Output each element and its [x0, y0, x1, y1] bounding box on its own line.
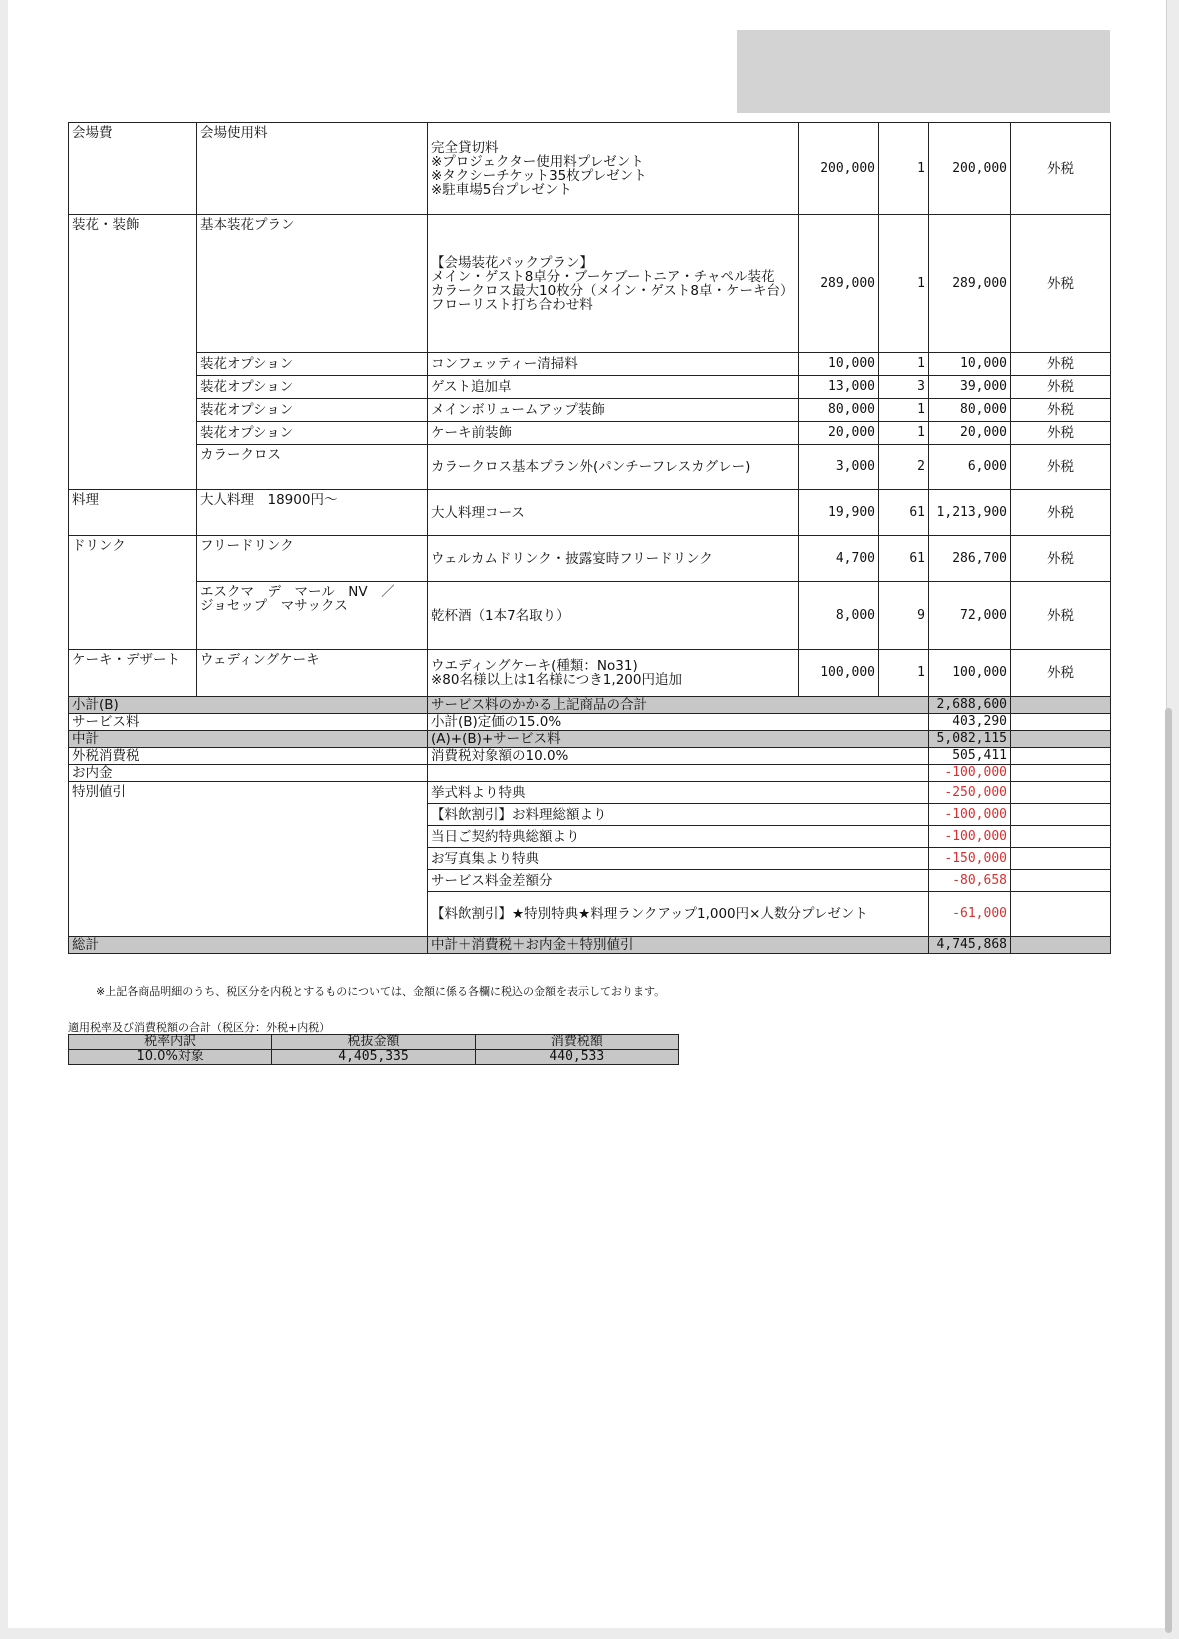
amount-cell: 286,700	[929, 536, 1011, 582]
summary-label: 総計	[69, 937, 428, 954]
line-item-row	[69, 376, 1111, 399]
summary-label: 小計(B)	[69, 697, 428, 714]
item-cell: 大人料理 18900円～	[197, 490, 428, 536]
redacted-block	[737, 30, 1110, 113]
summary-amount: -100,000	[929, 765, 1011, 782]
item-cell: 装花オプション	[197, 353, 428, 376]
blank-cell	[1011, 714, 1111, 731]
category-cell: ドリンク	[69, 536, 197, 650]
amount-cell: 200,000	[929, 123, 1011, 215]
discount-amount: -250,000	[929, 782, 1011, 804]
description-cell: 【会場装花パックプラン】 メイン・ゲスト8卓分・ブーケブートニア・チャペル装花 カラークロス最大10枚分（メイン・ゲスト8卓・ケーキ台） フローリスト打ち合わせ料	[428, 215, 799, 353]
amount-cell: 39,000	[929, 376, 1011, 399]
unit-price-cell: 4,700	[799, 536, 879, 582]
tax-note: ※上記各商品明細のうち、税区分を内税とするものについては、金額に係る各欄に税込の金額を表示しております。	[96, 985, 666, 998]
tax-row	[69, 748, 1111, 765]
blank-cell	[1011, 892, 1111, 937]
line-item-row	[69, 536, 1111, 582]
summary-desc: 小計(B)定価の15.0%	[428, 714, 929, 731]
amount-cell: 289,000	[929, 215, 1011, 353]
category-cell: ケーキ・デザート	[69, 650, 197, 697]
item-cell: 装花オプション	[197, 399, 428, 422]
blank-cell	[1011, 782, 1111, 804]
discount-desc: 【料飲割引】★特別特典★料理ランクアップ1,000円×人数分プレゼント	[428, 892, 929, 937]
quantity-cell: 1	[879, 353, 929, 376]
discount-desc: 挙式料より特典	[428, 782, 929, 804]
estimate-table	[68, 122, 1111, 954]
quantity-cell: 1	[879, 422, 929, 445]
category-cell: 料理	[69, 490, 197, 536]
blank-cell	[1011, 870, 1111, 892]
line-item-row	[69, 399, 1111, 422]
description-cell: ケーキ前装飾	[428, 422, 799, 445]
summary-desc: (A)+(B)+サービス料	[428, 731, 929, 748]
tax-summary-table	[68, 1034, 679, 1065]
scrollbar[interactable]	[1165, 708, 1172, 1633]
blank-cell	[1011, 697, 1111, 714]
unit-price-cell: 100,000	[799, 650, 879, 697]
description-cell: ウェルカムドリンク・披露宴時フリードリンク	[428, 536, 799, 582]
unit-price-cell: 200,000	[799, 123, 879, 215]
amount-cell: 80,000	[929, 399, 1011, 422]
summary-desc: 中計＋消費税＋お内金＋特別値引	[428, 937, 929, 954]
discount-desc: 当日ご契約特典総額より	[428, 826, 929, 848]
tax-summary-header: 税率内訳	[69, 1035, 272, 1050]
line-item-row	[69, 353, 1111, 376]
unit-price-cell: 20,000	[799, 422, 879, 445]
item-cell: エスクマ デ マール NV ／ ジョセップ マサックス	[197, 582, 428, 650]
line-item-row	[69, 445, 1111, 490]
discount-desc: お写真集より特典	[428, 848, 929, 870]
tax-type-cell: 外税	[1011, 376, 1111, 399]
tax-type-cell: 外税	[1011, 536, 1111, 582]
discount-desc: 【料飲割引】お料理総額より	[428, 804, 929, 826]
quantity-cell: 9	[879, 582, 929, 650]
line-item-row	[69, 215, 1111, 353]
blank-cell	[1011, 748, 1111, 765]
subtotal-b-row	[69, 697, 1111, 714]
tax-type-cell: 外税	[1011, 650, 1111, 697]
description-cell: 乾杯酒（1本7名取り）	[428, 582, 799, 650]
summary-amount: 5,082,115	[929, 731, 1011, 748]
unit-price-cell: 19,900	[799, 490, 879, 536]
line-item-row	[69, 490, 1111, 536]
summary-amount: 2,688,600	[929, 697, 1011, 714]
grand-total-row	[69, 937, 1111, 954]
quantity-cell: 1	[879, 399, 929, 422]
discount-amount: -100,000	[929, 826, 1011, 848]
quantity-cell: 61	[879, 536, 929, 582]
midtotal-row	[69, 731, 1111, 748]
tax-summary-header: 税抜金額	[272, 1035, 475, 1050]
category-cell: 装花・装飾	[69, 215, 197, 490]
unit-price-cell: 10,000	[799, 353, 879, 376]
blank-cell	[1011, 826, 1111, 848]
tax-type-cell: 外税	[1011, 582, 1111, 650]
line-item-row	[69, 650, 1111, 697]
unit-price-cell: 80,000	[799, 399, 879, 422]
item-cell: 装花オプション	[197, 422, 428, 445]
item-cell: フリードリンク	[197, 536, 428, 582]
description-cell: カラークロス基本プラン外(パンチーフレスカグレー)	[428, 445, 799, 490]
tax-type-cell: 外税	[1011, 215, 1111, 353]
tax-summary-header: 消費税額	[475, 1035, 678, 1050]
quantity-cell: 1	[879, 215, 929, 353]
tax-type-cell: 外税	[1011, 353, 1111, 376]
discount-label: 特別値引	[69, 782, 428, 937]
summary-amount: 505,411	[929, 748, 1011, 765]
blank-cell	[1011, 804, 1111, 826]
consumption-tax-cell: 440,533	[475, 1050, 678, 1065]
item-cell: カラークロス	[197, 445, 428, 490]
pre-tax-amount-cell: 4,405,335	[272, 1050, 475, 1065]
description-cell: ウエディングケーキ(種類：No31) ※80名様以上は1名様につき1,200円追加	[428, 650, 799, 697]
quantity-cell: 1	[879, 123, 929, 215]
deposit-row	[69, 765, 1111, 782]
amount-cell: 10,000	[929, 353, 1011, 376]
item-cell: 装花オプション	[197, 376, 428, 399]
item-cell: 会場使用料	[197, 123, 428, 215]
amount-cell: 72,000	[929, 582, 1011, 650]
discount-desc: サービス料金差額分	[428, 870, 929, 892]
discount-amount: -150,000	[929, 848, 1011, 870]
unit-price-cell: 3,000	[799, 445, 879, 490]
line-item-row	[69, 422, 1111, 445]
category-cell: 会場費	[69, 123, 197, 215]
discount-amount: -61,000	[929, 892, 1011, 937]
summary-desc: 消費税対象額の10.0%	[428, 748, 929, 765]
tax-summary-title: 適用税率及び消費税額の合計（税区分：外税+内税）	[68, 1021, 331, 1034]
item-cell: ウェディングケーキ	[197, 650, 428, 697]
discount-amount: -100,000	[929, 804, 1011, 826]
description-cell: 完全貸切料 ※プロジェクター使用料プレゼント ※タクシーチケット35枚プレゼント ※駐車場5台プレゼント	[428, 123, 799, 215]
description-cell: ゲスト追加卓	[428, 376, 799, 399]
amount-cell: 100,000	[929, 650, 1011, 697]
amount-cell: 6,000	[929, 445, 1011, 490]
tax-rate-cell: 10.0%対象	[69, 1050, 272, 1065]
service-row	[69, 714, 1111, 731]
summary-label: 外税消費税	[69, 748, 428, 765]
summary-amount: 403,290	[929, 714, 1011, 731]
summary-desc: サービス料のかかる上記商品の合計	[428, 697, 929, 714]
tax-type-cell: 外税	[1011, 422, 1111, 445]
description-cell: コンフェッティー清掃料	[428, 353, 799, 376]
unit-price-cell: 8,000	[799, 582, 879, 650]
summary-label: 中計	[69, 731, 428, 748]
item-cell: 基本装花プラン	[197, 215, 428, 353]
tax-type-cell: 外税	[1011, 123, 1111, 215]
blank-cell	[1011, 765, 1111, 782]
quantity-cell: 1	[879, 650, 929, 697]
unit-price-cell: 289,000	[799, 215, 879, 353]
line-item-row	[69, 582, 1111, 650]
description-cell: メインボリュームアップ装飾	[428, 399, 799, 422]
blank-cell	[1011, 937, 1111, 954]
tax-type-cell: 外税	[1011, 399, 1111, 422]
description-cell: 大人料理コース	[428, 490, 799, 536]
quantity-cell: 2	[879, 445, 929, 490]
line-item-row	[69, 123, 1111, 215]
unit-price-cell: 13,000	[799, 376, 879, 399]
summary-label: お内金	[69, 765, 428, 782]
summary-label: サービス料	[69, 714, 428, 731]
amount-cell: 1,213,900	[929, 490, 1011, 536]
blank-cell	[1011, 731, 1111, 748]
amount-cell: 20,000	[929, 422, 1011, 445]
tax-type-cell: 外税	[1011, 445, 1111, 490]
tax-type-cell: 外税	[1011, 490, 1111, 536]
discount-row	[69, 782, 1111, 804]
summary-amount: 4,745,868	[929, 937, 1011, 954]
quantity-cell: 3	[879, 376, 929, 399]
summary-desc	[428, 765, 929, 782]
blank-cell	[1011, 848, 1111, 870]
quantity-cell: 61	[879, 490, 929, 536]
discount-amount: -80,658	[929, 870, 1011, 892]
